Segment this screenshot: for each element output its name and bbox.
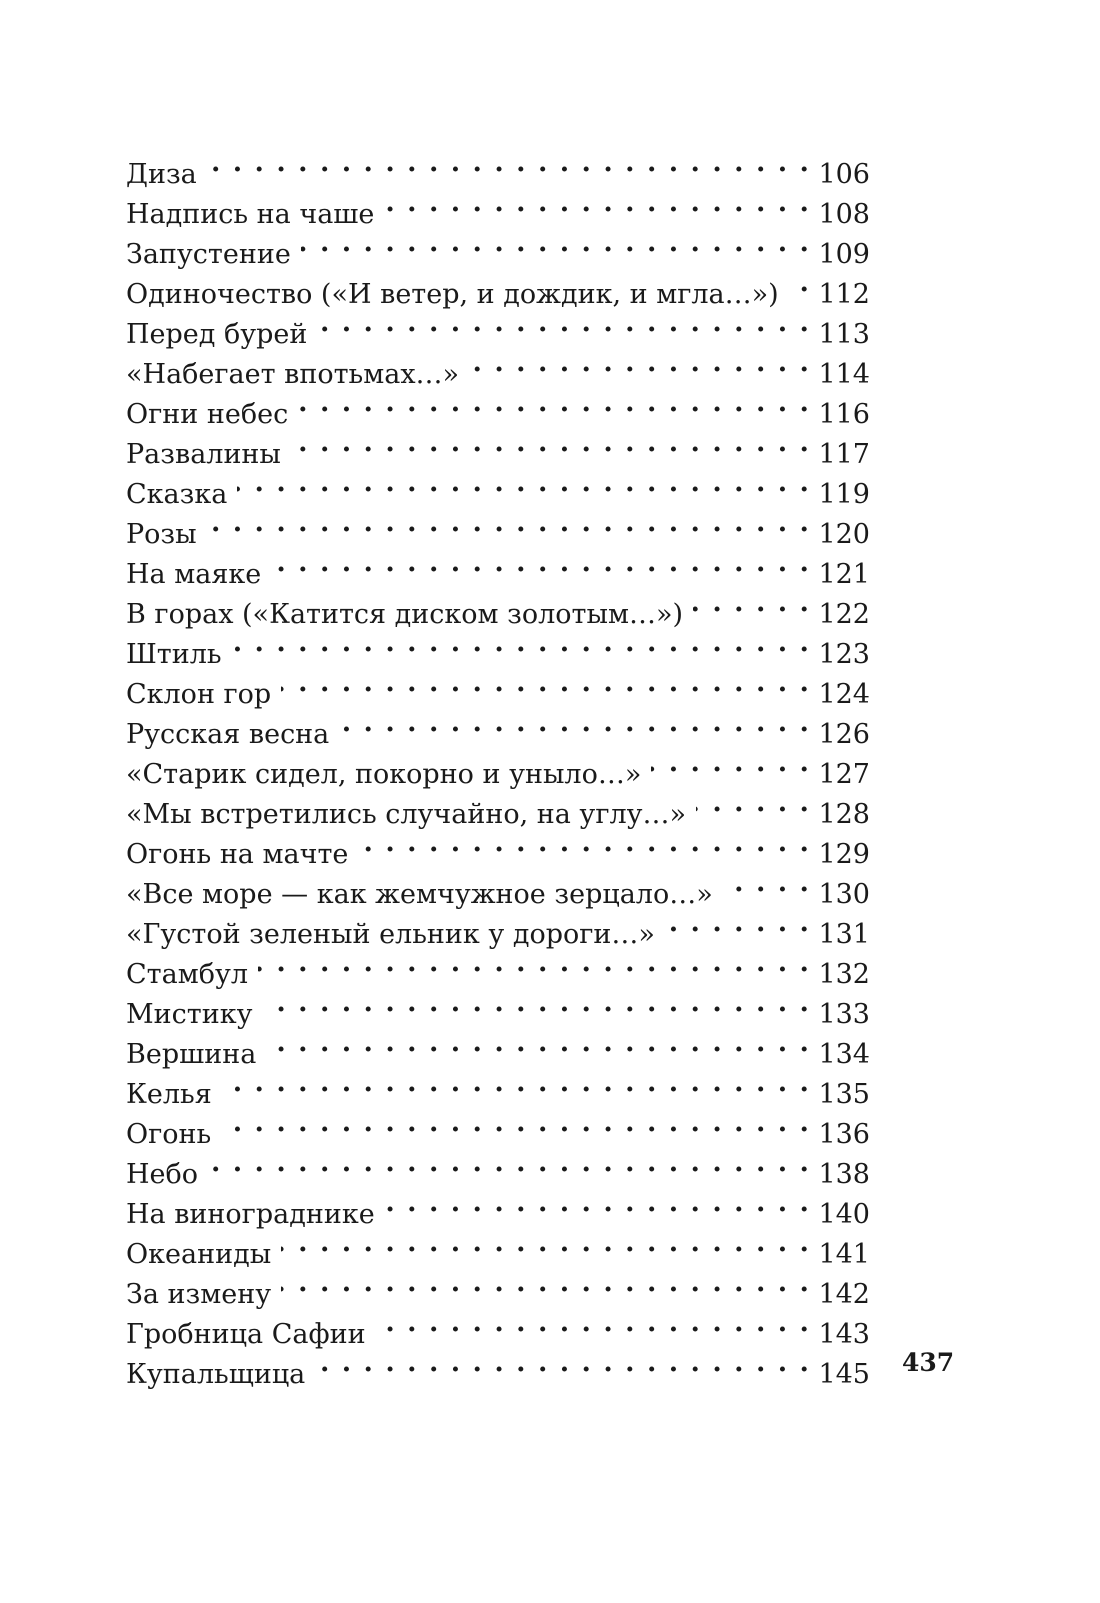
toc-entry-page: 127 xyxy=(818,759,870,790)
toc-entry-page: 133 xyxy=(818,999,870,1030)
toc-entry-title: Сказка xyxy=(126,479,228,510)
dot-leader xyxy=(291,423,811,463)
dot-leader xyxy=(232,623,811,663)
dot-leader xyxy=(301,223,811,263)
dot-leader xyxy=(789,263,811,303)
toc-entry-title: «Все море — как жемчужное зерцало…» xyxy=(126,879,713,910)
dot-leader xyxy=(266,1023,810,1063)
toc-entry-title: На винограднике xyxy=(126,1199,375,1230)
dot-leader xyxy=(281,1263,810,1303)
toc-entry-title: «Мы встретились случайно, на углу…» xyxy=(126,799,687,830)
toc-entry-title: Небо xyxy=(126,1159,199,1190)
toc-entry-title: Купальщица xyxy=(126,1359,306,1390)
table-of-contents xyxy=(126,143,870,1390)
toc-entry-title: Келья xyxy=(126,1079,212,1110)
dot-leader xyxy=(376,1303,811,1343)
toc-entry-title: Одиночество («И ветер, и дождик, и мгла…») xyxy=(126,279,779,310)
page-number: 437 xyxy=(902,1348,955,1377)
toc-entry xyxy=(126,1103,870,1150)
toc-entry-title: Склон гор xyxy=(126,679,272,710)
toc-entry-page: 136 xyxy=(818,1119,870,1150)
toc-entry-page: 135 xyxy=(818,1079,870,1110)
toc-entry-page: 132 xyxy=(818,959,870,990)
toc-entry-title: «Густой зеленый ельник у дороги…» xyxy=(126,919,655,950)
dot-leader xyxy=(665,903,811,943)
toc-entry-title: Штиль xyxy=(126,639,222,670)
toc-entry-title: Гробница Сафии xyxy=(126,1319,366,1350)
toc-entry-title: Стамбул xyxy=(126,959,248,990)
toc-entry-page: 121 xyxy=(818,559,870,590)
dot-leader xyxy=(385,1183,811,1223)
toc-entry-page: 126 xyxy=(818,719,870,750)
toc-entry-title: Развалины xyxy=(126,439,281,470)
toc-entry xyxy=(126,543,870,590)
toc-entry-page: 120 xyxy=(818,519,870,550)
toc-entry xyxy=(126,623,870,670)
toc-entry-page: 142 xyxy=(818,1279,870,1310)
toc-entry-page: 145 xyxy=(818,1359,870,1390)
toc-entry xyxy=(126,463,870,510)
toc-entry-page: 108 xyxy=(818,199,870,230)
dot-leader xyxy=(281,663,810,703)
toc-entry-title: Розы xyxy=(126,519,197,550)
toc-entry-page: 117 xyxy=(818,439,870,470)
toc-entry xyxy=(126,1063,870,1110)
toc-entry-page: 116 xyxy=(818,399,870,430)
toc-entry-title: Вершина xyxy=(126,1039,257,1070)
toc-entry-page: 124 xyxy=(818,679,870,710)
dot-leader xyxy=(693,583,810,623)
toc-entry xyxy=(126,663,870,710)
toc-entry xyxy=(126,1183,870,1230)
toc-entry-title: На маяке xyxy=(126,559,262,590)
dot-leader xyxy=(222,1063,811,1103)
toc-entry-page: 138 xyxy=(818,1159,870,1190)
toc-entry-title: Огонь на мачте xyxy=(126,839,349,870)
toc-entry-page: 109 xyxy=(818,239,870,270)
toc-entry-page: 123 xyxy=(818,639,870,670)
toc-entry-page: 106 xyxy=(818,159,870,190)
toc-entry-page: 122 xyxy=(818,599,870,630)
toc-entry-title: Надпись на чаше xyxy=(126,199,375,230)
dot-leader xyxy=(723,863,811,903)
dot-leader xyxy=(469,343,810,383)
toc-entry-page: 114 xyxy=(818,359,870,390)
toc-entry-title: Русская весна xyxy=(126,719,330,750)
dot-leader xyxy=(207,503,811,543)
toc-entry-title: «Набегает впотьмах…» xyxy=(126,359,460,390)
toc-entry-page: 141 xyxy=(818,1239,870,1270)
dot-leader xyxy=(271,543,810,583)
toc-entry-page: 140 xyxy=(818,1199,870,1230)
toc-entry-title: Перед бурей xyxy=(126,319,308,350)
dot-leader xyxy=(262,983,810,1023)
toc-entry-title: Огни небес xyxy=(126,399,289,430)
toc-entry-page: 129 xyxy=(818,839,870,870)
toc-entry-title: В горах («Катится диском золотым…») xyxy=(126,599,683,630)
dot-leader xyxy=(339,703,810,743)
toc-entry-page: 134 xyxy=(818,1039,870,1070)
toc-entry-title: Запустение xyxy=(126,239,291,270)
dot-leader xyxy=(207,143,811,183)
toc-entry xyxy=(126,183,870,230)
dot-leader xyxy=(237,463,810,503)
toc-entry-title: Мистику xyxy=(126,999,253,1030)
toc-entry-title: За измену xyxy=(126,1279,272,1310)
dot-leader xyxy=(208,1143,810,1183)
toc-entry-page: 130 xyxy=(818,879,870,910)
toc-entry-page: 112 xyxy=(818,279,870,310)
toc-entry xyxy=(126,1143,870,1190)
toc-entry-page: 131 xyxy=(818,919,870,950)
dot-leader xyxy=(221,1103,810,1143)
dot-leader xyxy=(696,783,810,823)
toc-entry-title: «Старик сидел, покорно и уныло…» xyxy=(126,759,642,790)
toc-entry-title: Океаниды xyxy=(126,1239,272,1270)
dot-leader xyxy=(315,1343,810,1383)
toc-entry-title: Диза xyxy=(126,159,197,190)
toc-entry-page: 143 xyxy=(818,1319,870,1350)
dot-leader xyxy=(298,383,810,423)
dot-leader xyxy=(317,303,810,343)
toc-entry-title: Огонь xyxy=(126,1119,212,1150)
toc-entry xyxy=(126,143,870,190)
toc-entry-page: 119 xyxy=(818,479,870,510)
dot-leader xyxy=(358,823,810,863)
dot-leader xyxy=(258,943,810,983)
dot-leader xyxy=(384,183,810,223)
toc-entry-page: 113 xyxy=(818,319,870,350)
dot-leader xyxy=(651,743,810,783)
toc-entry xyxy=(126,503,870,550)
dot-leader xyxy=(281,1223,810,1263)
toc-entry-page: 128 xyxy=(818,799,870,830)
